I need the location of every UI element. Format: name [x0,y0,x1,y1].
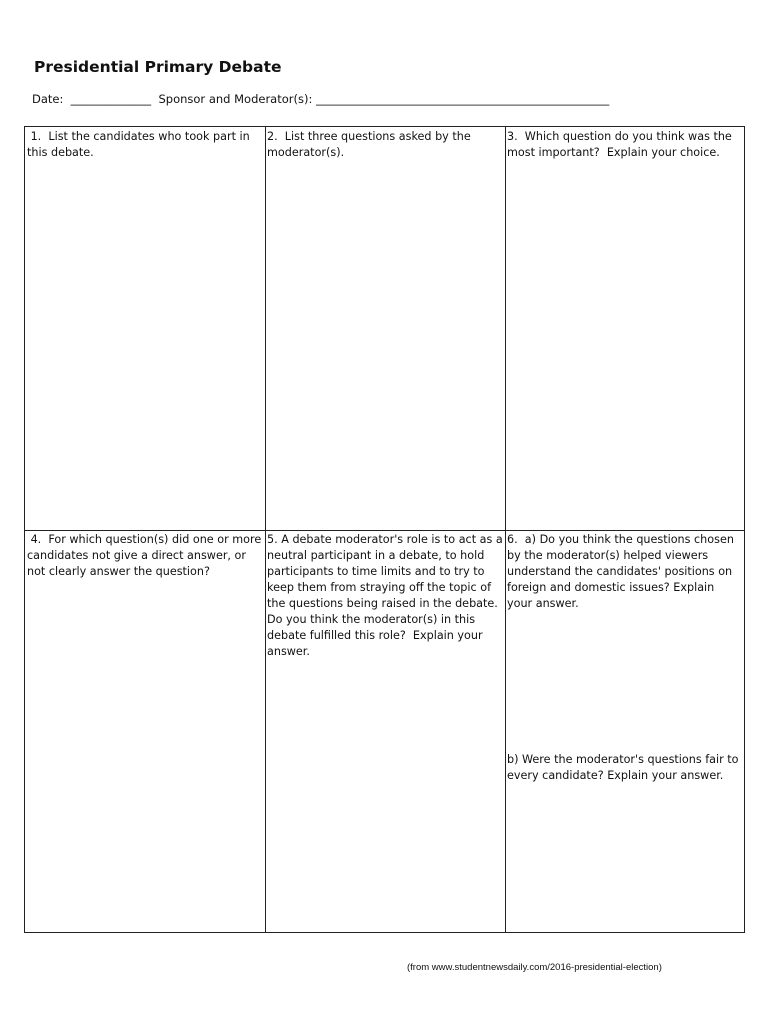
question-cell-5[interactable] [265,530,505,932]
question-cell-4[interactable] [25,530,265,932]
question-1-text: 1. List the candidates who took part in this debate. [27,130,254,159]
question-grid [24,126,745,933]
page-title: Presidential Primary Debate [34,58,282,76]
question-3-text: 3. Which question do you think was the most important? Explain your choice. [507,130,736,159]
question-cell-6[interactable] [505,530,744,932]
question-2-text: 2. List three questions asked by the moderator(s). [267,130,475,159]
question-6b-text: b) Were the moderator's questions fair to every candidate? Explain your answer. [507,753,743,782]
question-cell-3[interactable] [505,127,744,530]
question-cell-2[interactable] [265,127,505,530]
question-5-text: 5. A debate moderator's role is to act as a neutral participant in a debate, to hold participants to time limits and to try to keep them from straying off the topic of the questions being raised in the debate. Do you think the moderator(s) in this debate fulfilled this role? Explain your answer. [267,533,507,658]
date-sponsor-line: Date: ______________ Sponsor and Moderator(s): ___________________________________________________ [32,92,610,106]
question-4-text: 4. For which question(s) did one or more candidates not give a direct answer, or not clearly answer the question? [27,533,265,578]
question-6a-text: 6. a) Do you think the questions chosen by the moderator(s) helped viewers understand the candidates' positions on foreign and domestic issues? Explain your answer. [507,533,738,610]
source-footer: (from www.studentnewsdaily.com/2016-presidential-election) [407,962,662,973]
question-cell-1[interactable] [25,127,265,530]
